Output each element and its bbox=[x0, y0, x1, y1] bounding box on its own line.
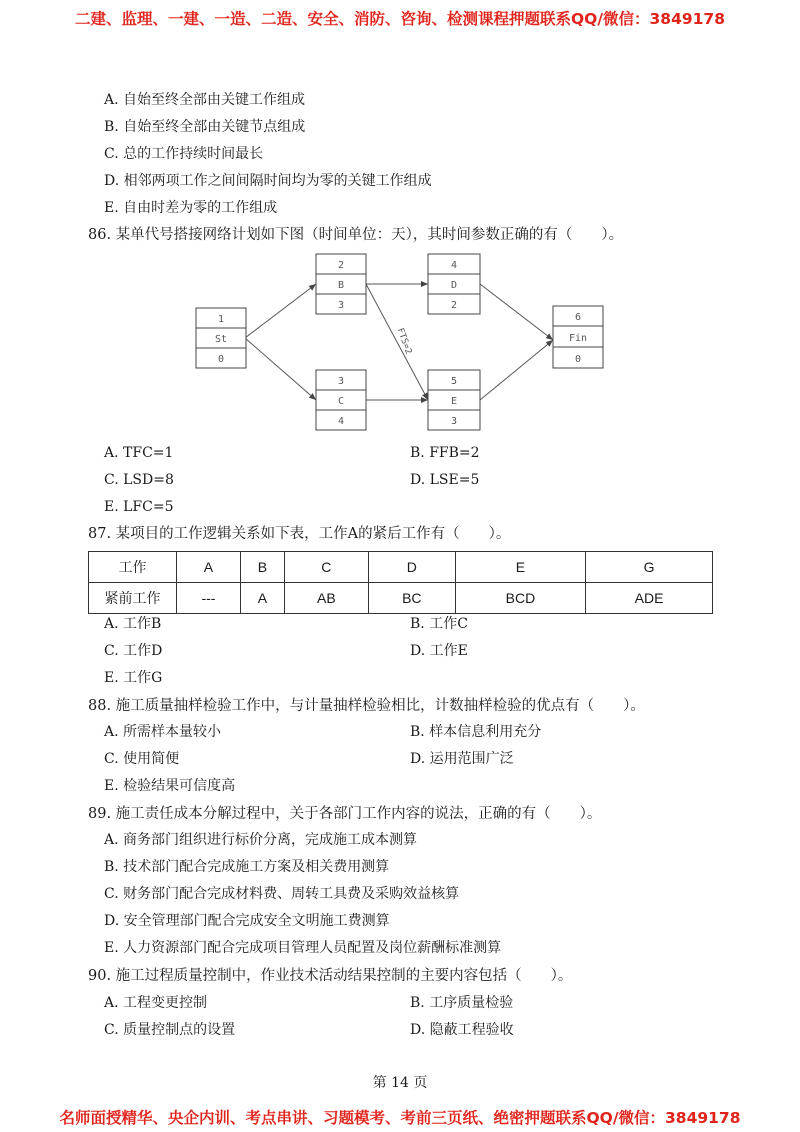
q88-option-d: D. 运用范围广泛 bbox=[410, 751, 514, 767]
node-st-name: St bbox=[214, 334, 228, 345]
link-label-fts: FTS=2 bbox=[394, 326, 414, 356]
q88-option-a: A. 所需样本量较小 bbox=[104, 724, 222, 740]
q88-stem: 88. 施工质量抽样检验工作中，与计量抽样检验相比，计数抽样检验的优点有（ ）。 bbox=[88, 698, 645, 714]
network-diagram bbox=[190, 248, 610, 434]
q89-option-e: E. 人力资源部门配合完成项目管理人员配置及岗位薪酬标准测算 bbox=[104, 940, 502, 956]
node-e-dur: 3 bbox=[450, 416, 458, 427]
q87-option-d: D. 工作E bbox=[410, 643, 468, 659]
table-cell: BC bbox=[368, 583, 455, 614]
top-banner: 二建、监理、一建、一造、二造、安全、消防、咨询、检测课程押题联系QQ/微信：3849178 bbox=[74, 10, 725, 28]
q86-option-d: D. LSE=5 bbox=[410, 472, 480, 488]
node-d-name: D bbox=[450, 280, 458, 291]
q87-option-c: C. 工作D bbox=[104, 643, 163, 659]
table-cell: B bbox=[240, 552, 284, 583]
q89-option-a: A. 商务部门组织进行标价分离，完成施工成本测算 bbox=[104, 832, 418, 848]
table-cell: E bbox=[455, 552, 585, 583]
q85-option-b: B. 自始至终全部由关键节点组成 bbox=[104, 119, 306, 135]
table-cell: D bbox=[368, 552, 455, 583]
table-cell: AB bbox=[284, 583, 368, 614]
table-row bbox=[89, 552, 713, 583]
table-cell: --- bbox=[177, 583, 241, 614]
q85-option-e: E. 自由时差为零的工作组成 bbox=[104, 200, 278, 216]
q86-option-b: B. FFB=2 bbox=[410, 445, 480, 461]
page-number: 第 14 页 bbox=[372, 1075, 428, 1091]
q87-stem: 87. 某项目的工作逻辑关系如下表，工作A的紧后工作有（ ）。 bbox=[88, 526, 511, 542]
table-cell: ADE bbox=[586, 583, 713, 614]
q88-option-e: E. 检验结果可信度高 bbox=[104, 778, 236, 794]
table-cell: BCD bbox=[455, 583, 585, 614]
node-st-dur: 0 bbox=[217, 354, 225, 365]
q90-option-d: D. 隐蔽工程验收 bbox=[410, 1022, 514, 1038]
q90-stem: 90. 施工过程质量控制中，作业技术活动结果控制的主要内容包括（ ）。 bbox=[88, 968, 573, 984]
table-cell: C bbox=[284, 552, 368, 583]
q88-option-c: C. 使用简便 bbox=[104, 751, 180, 767]
q85-option-d: D. 相邻两项工作之间间隔时间均为零的关键工作组成 bbox=[104, 173, 432, 189]
logic-table bbox=[88, 551, 713, 614]
node-fin-name: Fin bbox=[568, 333, 588, 344]
q89-stem: 89. 施工责任成本分解过程中，关于各部门工作内容的说法，正确的有（ ）。 bbox=[88, 806, 602, 822]
table-cell: 工作 bbox=[89, 552, 177, 583]
q86-option-c: C. LSD=8 bbox=[104, 472, 174, 488]
q90-option-b: B. 工序质量检验 bbox=[410, 995, 514, 1011]
table-cell: 紧前工作 bbox=[89, 583, 177, 614]
q85-option-a: A. 自始至终全部由关键工作组成 bbox=[104, 92, 306, 108]
node-b-name: B bbox=[337, 280, 345, 291]
q90-option-a: A. 工程变更控制 bbox=[104, 995, 208, 1011]
q86-option-a: A. TFC=1 bbox=[104, 445, 174, 461]
node-fin-num: 6 bbox=[574, 312, 582, 323]
q90-option-c: C. 质量控制点的设置 bbox=[104, 1022, 236, 1038]
q86-stem: 86. 某单代号搭接网络计划如下图（时间单位：天），其时间参数正确的有（ ）。 bbox=[88, 227, 624, 243]
q86-option-e: E. LFC=5 bbox=[104, 499, 174, 515]
q87-option-e: E. 工作G bbox=[104, 670, 163, 686]
q89-option-b: B. 技术部门配合完成施工方案及相关费用测算 bbox=[104, 859, 390, 875]
node-d-num: 4 bbox=[450, 260, 458, 271]
node-st-num: 1 bbox=[217, 314, 225, 325]
node-c-name: C bbox=[337, 396, 345, 407]
q89-option-d: D. 安全管理部门配合完成安全文明施工费测算 bbox=[104, 913, 390, 929]
node-e-name: E bbox=[450, 396, 458, 407]
table-cell: A bbox=[177, 552, 241, 583]
table-cell: A bbox=[240, 583, 284, 614]
q87-option-b: B. 工作C bbox=[410, 616, 468, 632]
q88-option-b: B. 样本信息利用充分 bbox=[410, 724, 542, 740]
node-e-num: 5 bbox=[450, 376, 458, 387]
q87-option-a: A. 工作B bbox=[104, 616, 162, 632]
table-cell: G bbox=[586, 552, 713, 583]
q85-option-c: C. 总的工作持续时间最长 bbox=[104, 146, 264, 162]
bottom-banner: 名师面授精华、央企内训、考点串讲、习题模考、考前三页纸、绝密押题联系QQ/微信：3849178 bbox=[59, 1109, 741, 1127]
node-c-num: 3 bbox=[337, 376, 345, 387]
q89-option-c: C. 财务部门配合完成材料费、周转工具费及采购效益核算 bbox=[104, 886, 460, 902]
node-b-dur: 3 bbox=[337, 300, 345, 311]
node-c-dur: 4 bbox=[337, 416, 345, 427]
node-b-num: 2 bbox=[337, 260, 345, 271]
node-d-dur: 2 bbox=[450, 300, 458, 311]
node-fin-dur: 0 bbox=[574, 354, 582, 365]
table-row bbox=[89, 583, 713, 614]
